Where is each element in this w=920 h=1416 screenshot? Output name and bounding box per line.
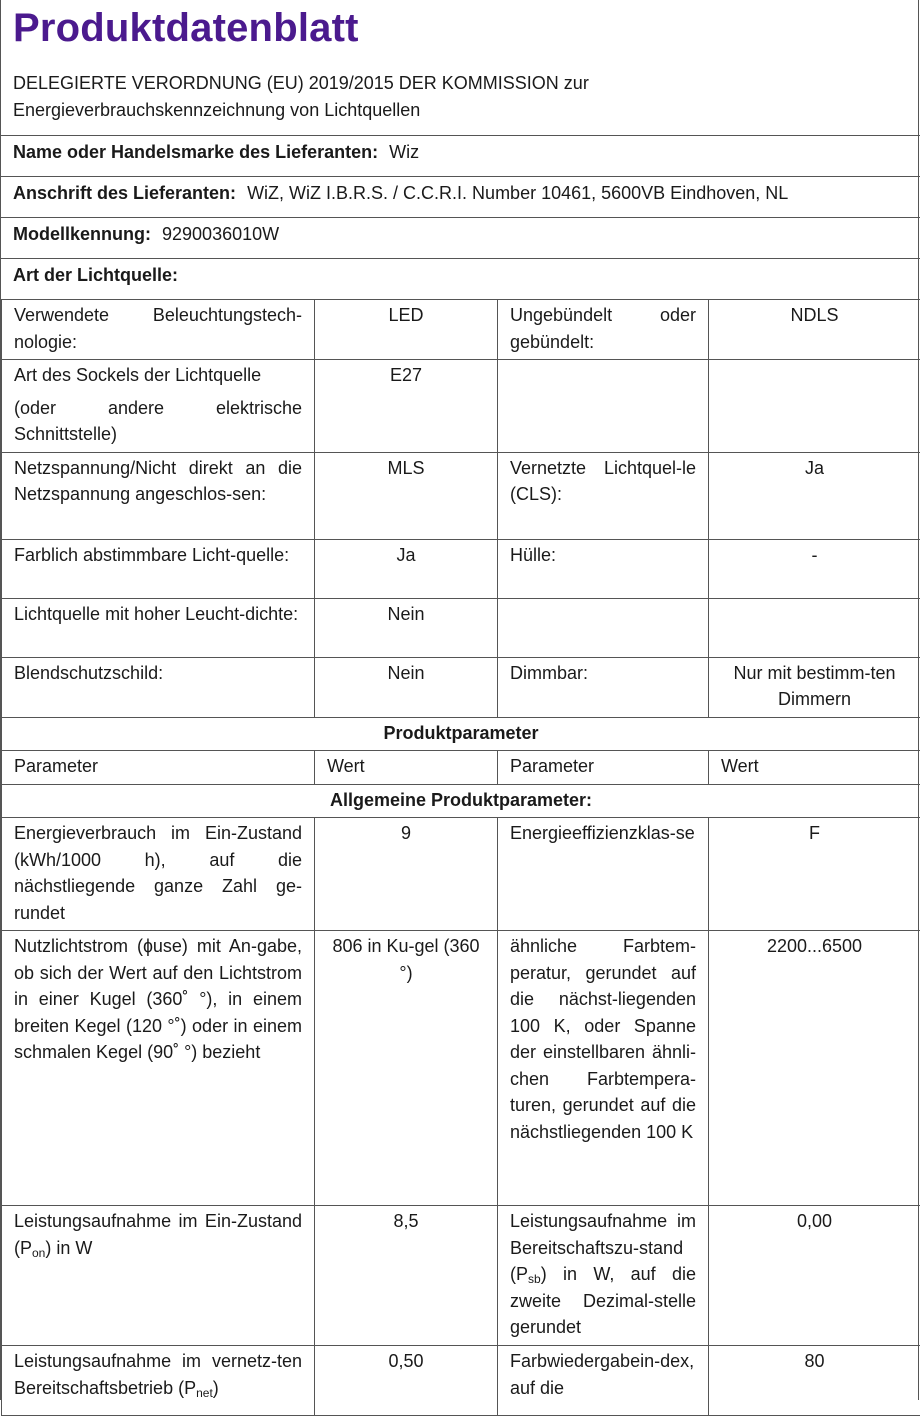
value-cell: 2200...6500 (709, 931, 920, 1206)
value-cell: 80 (709, 1346, 920, 1416)
value-cell: MLS (315, 452, 498, 539)
param-cell: Ungebündelt oder gebündelt: (498, 300, 709, 360)
column-header-row (2, 751, 920, 785)
value-cell: Nein (315, 657, 498, 717)
value-cell (709, 360, 920, 453)
table-row (2, 360, 920, 453)
param-cell: Nutzlichtstrom (ɸuse) mit An-gabe, ob sich der Wert auf den Lichtstrom in einer Kugel (360˚ °), in einem breiten Kegel (120 °˚) oder in einem schmalen Kegel (90˚ °) bezieht (2, 931, 315, 1206)
param-cell: Lichtquelle mit hoher Leucht-dichte: (2, 598, 315, 657)
param-cell (2, 360, 315, 453)
param-cell (2, 1346, 315, 1416)
table-row (2, 539, 920, 598)
power-on-unit: ) in W (45, 1238, 92, 1258)
value-cell: Ja (315, 539, 498, 598)
param-cell: Energieverbrauch im Ein-Zustand (kWh/1000 h), auf die nächstliegende ganze Zahl ge-rundet (2, 818, 315, 931)
value-cell: 0,00 (709, 1206, 920, 1346)
subtitle-line-2: Energieverbrauchskennzeichnung von Lichtquellen (13, 97, 893, 124)
page-title: Produktdatenblatt (13, 6, 359, 51)
table-row (2, 1206, 920, 1346)
table-row (2, 931, 920, 1206)
param-cell: ähnliche Farbtem-peratur, gerundet auf die nächst-liegenden 100 K, oder Spanne der einstellbaren ähnli-chen Farbtempera-turen, gerundet auf die nächstliegenden 100 K (498, 931, 709, 1206)
light-source-type-label: Art der Lichtquelle: (13, 265, 178, 285)
networked-standby-label: Leistungsaufnahme im vernetz-ten Bereitschaftsbetrieb (P (14, 1351, 302, 1398)
standby-power-unit: ) in W, auf die zweite Dezimal-stelle gerundet (510, 1264, 696, 1337)
value-cell: Nur mit bestimm-ten Dimmern (709, 657, 920, 717)
column-header-value: Wert (315, 751, 498, 785)
param-cell: Farbwiedergabein-dex, auf die (498, 1346, 709, 1416)
light-source-type-row (1, 258, 920, 299)
subtitle-line-1: DELEGIERTE VERORDNUNG (EU) 2019/2015 DER KOMMISSION zur (13, 70, 893, 97)
value-cell: 0,50 (315, 1346, 498, 1416)
param-cell: Energieeffizienzklas-se (498, 818, 709, 931)
value-cell: 8,5 (315, 1206, 498, 1346)
value-cell: 806 in Ku-gel (360 °) (315, 931, 498, 1206)
value-cell: NDLS (709, 300, 920, 360)
value-cell: F (709, 818, 920, 931)
power-on-subscript: on (32, 1246, 45, 1260)
model-label: Modellkennung: (13, 224, 151, 244)
supplier-address-label: Anschrift des Lieferanten: (13, 183, 236, 203)
param-cell: Verwendete Beleuchtungstech-nologie: (2, 300, 315, 360)
section-header-row (2, 784, 920, 818)
value-cell (709, 598, 920, 657)
value-cell: - (709, 539, 920, 598)
power-on-label: Leistungsaufnahme im Ein-Zustand (P (14, 1211, 302, 1258)
param-cell: Blendschutzschild: (2, 657, 315, 717)
param-cell: Farblich abstimmbare Licht-quelle: (2, 539, 315, 598)
param-cell (2, 1206, 315, 1346)
column-header-value-2: Wert (709, 751, 920, 785)
regulation-subtitle (13, 70, 893, 124)
supplier-address-row (1, 176, 920, 217)
product-parameters-heading: Produktparameter (2, 717, 920, 751)
standby-power-label: Leistungsaufnahme im Bereitschaftszu-stand (P (510, 1211, 696, 1284)
value-cell: Ja (709, 452, 920, 539)
column-header-parameter-2: Parameter (498, 751, 709, 785)
table-row (2, 1346, 920, 1416)
value-cell: 9 (315, 818, 498, 931)
datasheet-table (1, 299, 920, 1416)
param-cell: Hülle: (498, 539, 709, 598)
socket-type-note: (oder andere elektrische Schnittstelle) (14, 395, 302, 448)
param-cell (498, 1206, 709, 1346)
supplier-name-row (1, 135, 920, 176)
networked-standby-unit: ) (213, 1378, 219, 1398)
value-cell: LED (315, 300, 498, 360)
param-cell (498, 598, 709, 657)
param-cell (498, 360, 709, 453)
value-cell: Nein (315, 598, 498, 657)
model-row (1, 217, 920, 258)
param-cell: Netzspannung/Nicht direkt an die Netzspannung angeschlos-sen: (2, 452, 315, 539)
param-cell: Vernetzte Lichtquel-le (CLS): (498, 452, 709, 539)
column-header-parameter: Parameter (2, 751, 315, 785)
networked-standby-subscript: net (196, 1386, 213, 1400)
table-row (2, 818, 920, 931)
supplier-address-value: WiZ, WiZ I.B.R.S. / C.C.R.I. Number 10461, 5600VB Eindhoven, NL (247, 183, 788, 203)
general-parameters-heading: Allgemeine Produktparameter: (2, 784, 920, 818)
supplier-name-label: Name oder Handelsmarke des Lieferanten: (13, 142, 378, 162)
table-row (2, 598, 920, 657)
table-row (2, 300, 920, 360)
supplier-name-value: Wiz (389, 142, 419, 162)
value-cell: E27 (315, 360, 498, 453)
model-value: 9290036010W (162, 224, 279, 244)
table-row (2, 452, 920, 539)
param-cell: Dimmbar: (498, 657, 709, 717)
standby-power-subscript: sb (528, 1272, 541, 1286)
section-header-row (2, 717, 920, 751)
table-row (2, 657, 920, 717)
socket-type-text: Art des Sockels der Lichtquelle (14, 362, 302, 389)
